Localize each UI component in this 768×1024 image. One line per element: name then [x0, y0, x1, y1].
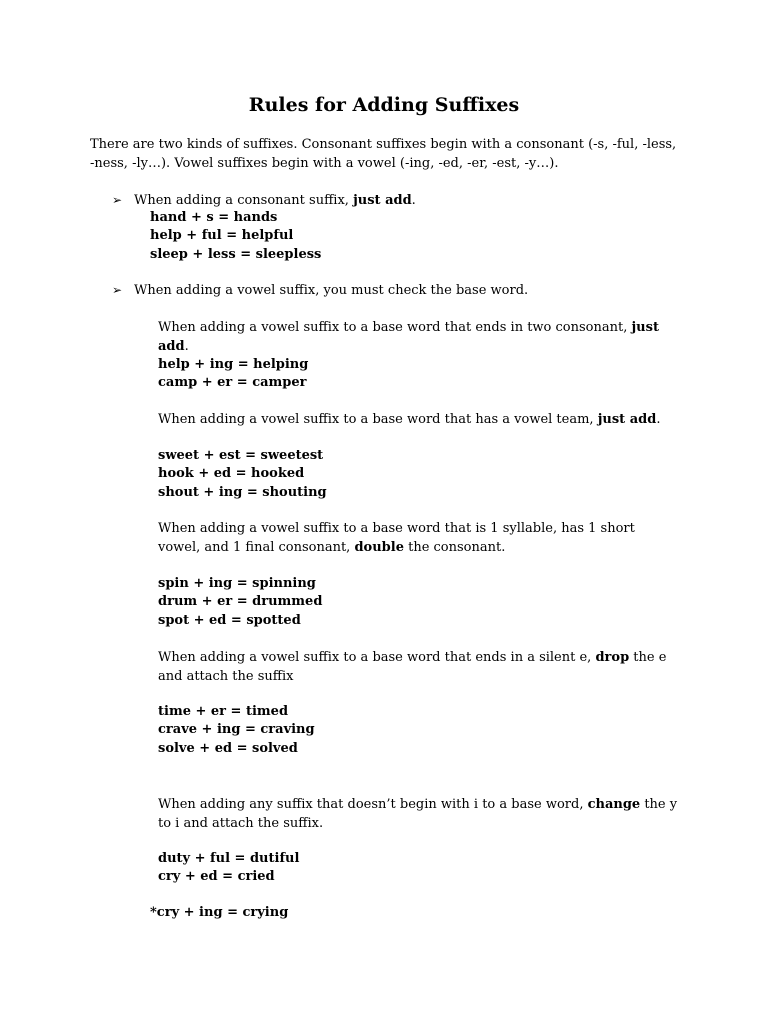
example-line: sweet + est = sweetest: [158, 448, 324, 463]
rule-1-examples: [158, 356, 308, 393]
rule-text-end: the y to i and attach the suffix.: [158, 797, 678, 831]
example-line: duty + ful = dutiful: [158, 851, 300, 866]
bullet-text: When adding a vowel suffix, you must check the base word.: [134, 283, 529, 298]
rule-emphasis: just add: [597, 412, 657, 427]
example-line: solve + ed = solved: [158, 740, 298, 756]
page-title: Rules for Adding Suffixes: [248, 94, 520, 116]
example-line: sleep + less = sleepless: [150, 246, 322, 262]
rule-3-examples: [158, 575, 322, 630]
bullet-vowel-suffix: [112, 281, 528, 300]
rule-emphasis: change: [587, 797, 641, 812]
rule-text: When adding a vowel suffix to a base word that has a vowel team,: [158, 412, 598, 427]
rule-change-y: [158, 795, 678, 833]
example-line: shout + ing = shouting: [158, 484, 327, 500]
rule-emphasis: just add: [158, 320, 659, 354]
example-line: camp + er = camper: [158, 375, 307, 391]
rule-4-examples: [158, 703, 315, 758]
intro-paragraph: There are two kinds of suffixes. Consonant suffixes begin with a consonant (-s, -ful, -less, -ness, -ly…). Vowel suffixes begin with a vowel (-ing, -ed, -er, -est, -y…).: [90, 137, 677, 171]
arrow-bullet-icon: ➢: [112, 283, 123, 297]
example-line: time + er = timed: [158, 704, 289, 719]
example-line: cry + ed = cried: [158, 869, 275, 885]
rule-emphasis: double: [354, 540, 404, 555]
rule-text-end: the consonant.: [403, 540, 506, 555]
example-line: drum + er = drummed: [158, 594, 323, 610]
bullet-consonant-suffix: [112, 191, 416, 210]
bullet-end: .: [411, 193, 416, 208]
example-line: hook + ed = hooked: [158, 466, 305, 482]
rule-text-end: the e and attach the suffix: [158, 650, 667, 684]
example-line: help + ing = helping: [158, 357, 309, 372]
rule-text: When adding a vowel suffix to a base word that is 1 syllable, has 1 short vowel, and 1 final consonant,: [158, 521, 635, 555]
rule-2-examples: [158, 447, 327, 502]
example-line: spin + ing = spinning: [158, 576, 316, 591]
rule-5-examples: [158, 850, 299, 887]
rule-drop-e: [158, 648, 678, 686]
rule-double-consonant: [158, 519, 678, 557]
footnote-example: *cry + ing = crying: [150, 905, 289, 920]
example-line: hand + s = hands: [150, 210, 278, 225]
example-line: help + ful = helpful: [150, 228, 294, 244]
example-line: spot + ed = spotted: [158, 612, 301, 628]
rule-text: When adding a vowel suffix to a base word that ends in a silent e,: [158, 650, 596, 665]
example-line: crave + ing = craving: [158, 722, 315, 738]
arrow-bullet-icon: ➢: [112, 193, 123, 207]
rule-text: When adding any suffix that doesn’t begin with i to a base word,: [158, 797, 588, 812]
rule-text-end: .: [656, 412, 661, 427]
rule-text-end: .: [184, 339, 189, 354]
rule-two-consonants: [158, 318, 678, 356]
bullet-emphasis: just add: [353, 193, 412, 208]
rule-text: When adding a vowel suffix to a base word that ends in two consonant,: [158, 320, 632, 335]
rule-emphasis: drop: [595, 650, 630, 665]
bullet-text: When adding a consonant suffix,: [134, 193, 354, 208]
rule-vowel-team: [158, 410, 678, 429]
consonant-examples: [150, 209, 321, 264]
